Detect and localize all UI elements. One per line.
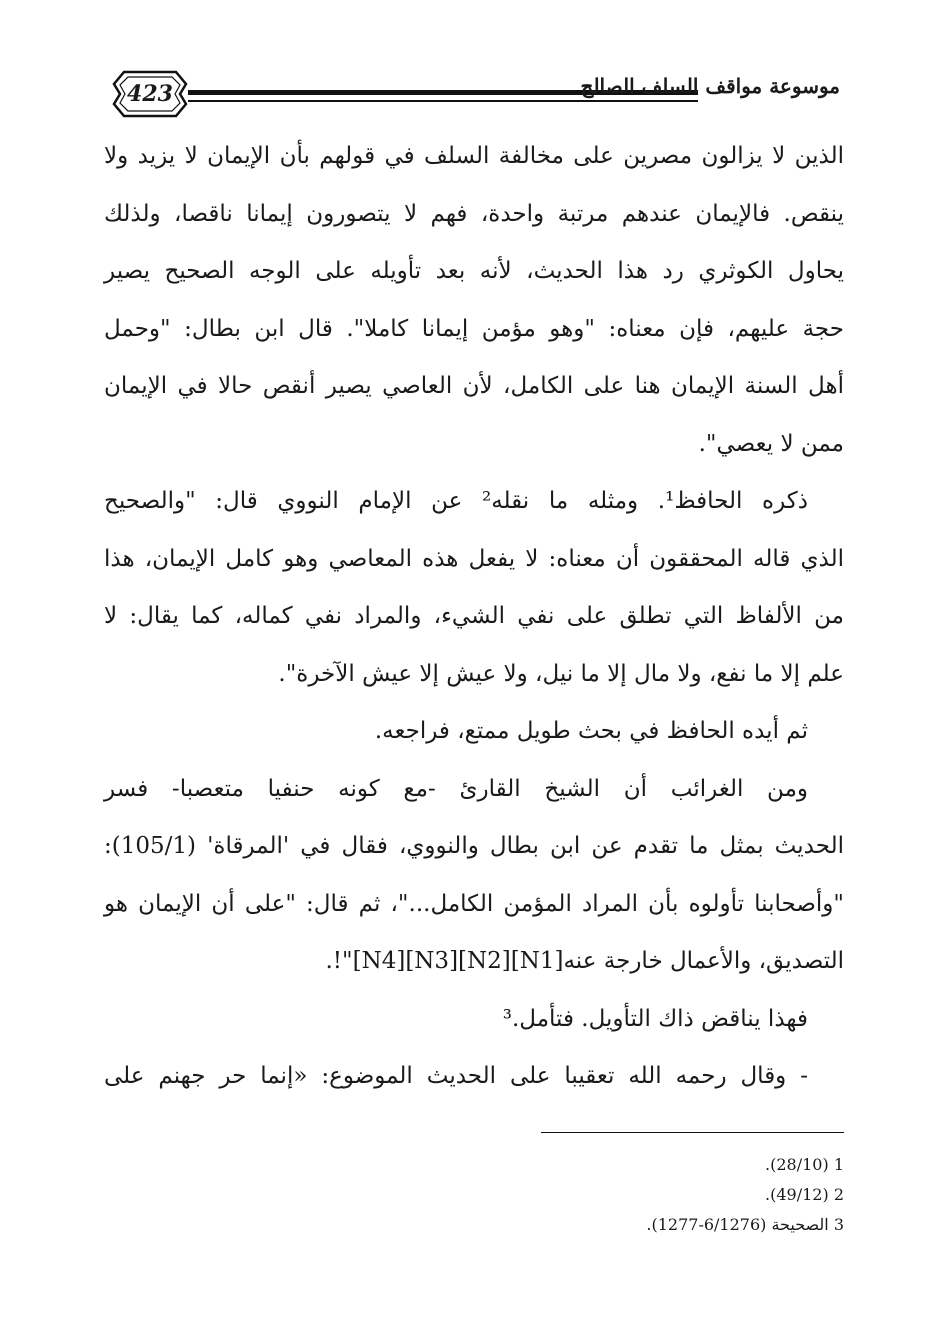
- text-line: ينقص. فالإيمان عندهم مرتبة واحدة، فهم لا يتصورون إيمانا ناقصا، ولذلك: [104, 200, 844, 227]
- text-line: - وقال رحمه الله تعقيبا على الحديث الموضوع: «إنما حر جهنم على: [104, 1063, 808, 1089]
- page-number-badge: [110, 68, 190, 120]
- footnotes: [444, 1150, 844, 1240]
- text-line: حجة عليهم، فإن معناه: "وهو مؤمن إيمانا كاملا". قال ابن بطال: "وحمل: [104, 315, 844, 342]
- text-line: الحديث بمثل ما تقدم عن ابن بطال والنووي، فقال في 'المرقاة' (105/1):: [104, 833, 844, 859]
- footnote: 3 الصحيحة (6/1276-1277).: [646, 1215, 844, 1234]
- page-number: 423: [127, 81, 173, 107]
- text-line: ومن الغرائب أن الشيخ القارئ -مع كونه حنفيا متعصبا- فسر: [104, 775, 808, 802]
- text-line: ممن لا يعصي".: [698, 430, 844, 457]
- text-line: "وأصحابنا تأولوه بأن المراد المؤمن الكامل..."، ثم قال: "على أن الإيمان هو: [104, 890, 844, 917]
- footnote: 1 (28/10).: [765, 1155, 844, 1174]
- text-line: علم إلا ما نفع، ولا مال إلا ما نيل، ولا عيش إلا عيش الآخرة".: [278, 660, 844, 687]
- text-line: ذكره الحافظ¹. ومثله ما نقله² عن الإمام النووي قال: "والصحيح: [104, 488, 808, 514]
- text-line: الذين لا يزالون مصرين على مخالفة السلف في قولهم بأن الإيمان لا يزيد ولا: [104, 143, 844, 169]
- text-line: ثم أيده الحافظ في بحث طويل ممتع، فراجعه.: [374, 718, 808, 744]
- text-line: التصديق، والأعمال خارجة عنه[N1][N2][N3][N4]"!.: [325, 948, 844, 974]
- text-line: الذي قاله المحققون أن معناه: لا يفعل هذه المعاصي وهو كامل الإيمان، هذا: [104, 545, 844, 572]
- footnote: 2 (49/12).: [765, 1185, 844, 1204]
- header-rule-thin: [188, 100, 698, 102]
- text-line: من الألفاظ التي تطلق على نفي الشيء، والمراد نفي كماله، كما يقال: لا: [104, 603, 844, 629]
- body-text: [104, 128, 844, 1106]
- text-line: يحاول الكوثري رد هذا الحديث، لأنه بعد تأويله على الوجه الصحيح يصير: [104, 258, 844, 284]
- footnote-separator: [541, 1132, 844, 1133]
- text-line: فهذا يناقض ذاك التأويل. فتأمل.³: [502, 1005, 808, 1032]
- series-title: موسوعة مواقف السلف الصالح: [580, 74, 840, 98]
- text-line: أهل السنة الإيمان هنا على الكامل، لأن العاصي يصير أنقص حالا في الإيمان: [104, 373, 844, 399]
- page-header: [100, 60, 840, 130]
